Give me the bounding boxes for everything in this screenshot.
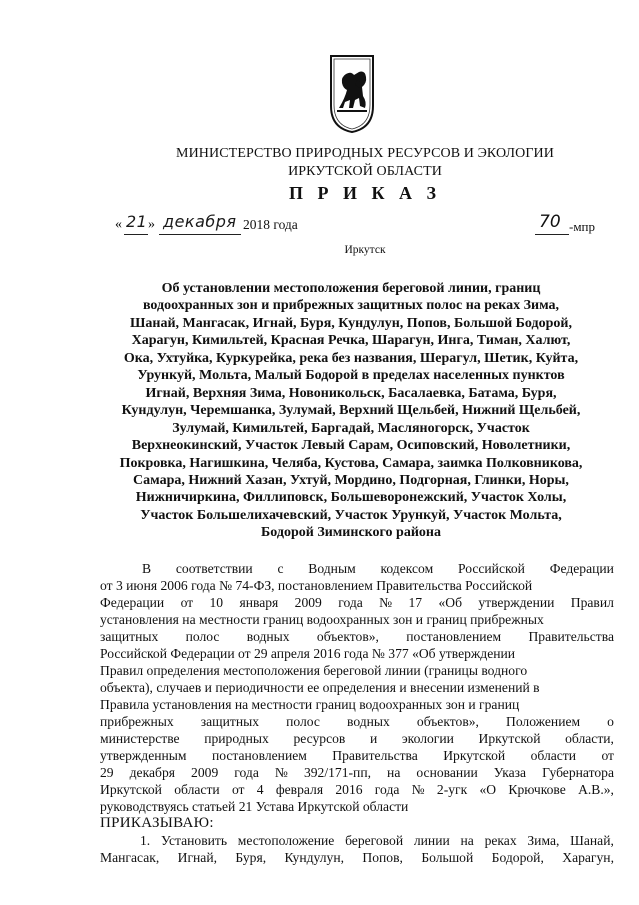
body-word: №: [379, 595, 393, 610]
body-word: Крючкове: [508, 782, 566, 797]
body-line: [100, 832, 614, 849]
body-word: 1.: [140, 833, 151, 848]
body-word: А.В.»,: [578, 782, 614, 797]
body-word: области: [174, 782, 220, 797]
body-word: прибрежных: [100, 714, 174, 729]
order-number-suffix: -мпр: [569, 219, 596, 234]
body-line: [100, 679, 614, 696]
title-line: Урункуй, Мольта, Малый Бодорой в пределах населенных пунктов: [137, 368, 565, 384]
day-underline: [124, 234, 148, 235]
body-word: Правил определения местоположения береговой линии (границы водного: [100, 663, 528, 678]
title-line: Ока, Ухтуйка, Куркурейка, река без названия, Шерагул, Шетик, Куйта,: [123, 350, 579, 366]
body-word: руководствуясь статьей 21 Устава Иркутской области: [100, 799, 409, 814]
title-line: водоохранных зон и прибрежных защитных полос на реках Зима,: [142, 298, 560, 314]
body-word: Правила установления на местности границ водоохранных зон и границ: [100, 697, 520, 712]
body-word: Иркутской: [443, 748, 506, 763]
body-word: министерстве: [100, 731, 180, 746]
body-word: водных: [246, 629, 290, 644]
body-line: [100, 764, 614, 781]
order-number-handwritten: 70: [539, 212, 561, 232]
body-word: декабря: [129, 765, 175, 780]
body-word: Зима,: [527, 833, 560, 848]
date-day-handwritten: 21: [126, 212, 148, 231]
body-word: 2009: [294, 595, 322, 610]
ministry-name-line2: ИРКУТСКОЙ ОБЛАСТИ: [288, 164, 442, 179]
title-line: Шанай, Мангасак, Игнай, Буря, Кундулун, Попов, Большой Бодорой,: [130, 315, 572, 331]
body-word: Мангасак,: [100, 850, 160, 865]
body-word: местоположение: [237, 833, 335, 848]
month-underline: [159, 234, 241, 235]
body-word: «Об: [438, 595, 462, 610]
body-word: реках: [484, 833, 517, 848]
body-word: 29: [100, 765, 114, 780]
irkutsk-coat-of-arms-icon: [329, 50, 375, 134]
body-line: [100, 730, 614, 747]
body-word: полос: [185, 629, 220, 644]
body-word: Иркутской: [478, 731, 541, 746]
body-word: береговой: [345, 833, 404, 848]
body-line: [100, 747, 614, 764]
ministry-name-line1: МИНИСТЕРСТВО ПРИРОДНЫХ РЕСУРСОВ И ЭКОЛОГИИ: [176, 146, 554, 161]
body-line: [100, 696, 614, 713]
title-line: Кундулун, Черемшанка, Зулумай, Верхний Щельбей, Нижний Щельбей,: [121, 403, 581, 419]
title-line: Бодорой Зиминского района: [261, 525, 441, 541]
body-word: кодексом: [380, 561, 434, 576]
body-word: области,: [565, 731, 614, 746]
body-word: года: [234, 765, 259, 780]
date-open-quote: «: [115, 217, 122, 232]
title-line: Самара, Нижний Хазан, Ухтуй, Мордино, Подгорная, Глинки, Норы,: [133, 472, 569, 488]
body-word: защитных: [100, 629, 159, 644]
title-line: Участок Большелихачевский, Участок Урункуй, Участок Мольта,: [140, 507, 562, 523]
body-word: Буря,: [235, 850, 267, 865]
title-line: Нижничиркина, Филлиповск, Большеворонежский, Участок Холы,: [135, 490, 567, 506]
body-word: утвержденным: [100, 748, 187, 763]
body-word: №: [411, 782, 425, 797]
body-word: объекта), случаев и периодичности ее определения и внесении изменений в: [100, 680, 540, 695]
body-word: года: [374, 782, 400, 797]
body-line: [100, 645, 614, 662]
title-line: Об установлении местоположения береговой линии, границ: [161, 281, 541, 296]
body-word: полос: [286, 714, 320, 729]
body-word: линии: [413, 833, 450, 848]
body-word: Большой: [421, 850, 474, 865]
body-word: и: [369, 731, 378, 746]
body-word: 17: [408, 595, 423, 610]
body-word: 392/171-пп,: [303, 765, 371, 780]
body-line: [100, 713, 614, 730]
order-date-row: [115, 212, 615, 239]
body-word: Федерации: [100, 595, 165, 610]
date-month-handwritten: декабря: [163, 212, 237, 231]
body-word: объектов»,: [416, 714, 479, 729]
body-word: основании: [416, 765, 478, 780]
date-close-quote: »: [148, 217, 155, 232]
body-word: объектов»,: [316, 629, 379, 644]
body-word: от: [231, 782, 245, 797]
body-word: от 3 июня 2006 года № 74-ФЗ, постановлением Правительства Российской: [100, 578, 533, 593]
body-word: экологии: [401, 731, 454, 746]
title-line: Игнай, Верхняя Зима, Новоникольск, Басалаевка, Батама, Буря,: [145, 385, 557, 401]
body-line: [100, 798, 614, 815]
body-word: с: [277, 561, 284, 576]
body-word: Игнай,: [177, 850, 218, 865]
body-word: от: [601, 748, 614, 763]
body-word: Шанай,: [570, 833, 614, 848]
body-word: 10: [209, 595, 224, 610]
title-line: Покровка, Нагишкина, Челяба, Кустова, Самара, заимка Полковникова,: [119, 455, 583, 471]
body-line: [100, 560, 614, 577]
body-line: [100, 849, 614, 866]
body-word: Губернатора: [542, 765, 614, 780]
body-line: [100, 628, 614, 645]
body-word: соответствии: [175, 561, 253, 576]
body-word: защитных: [200, 714, 260, 729]
body-line: [100, 815, 614, 832]
body-line: [100, 594, 614, 611]
body-word: января: [239, 595, 279, 610]
body-word: 2-угк: [436, 782, 468, 797]
body-word: Указа: [493, 765, 527, 780]
body-word: на: [387, 765, 401, 780]
body-line: [100, 577, 614, 594]
body-word: установления на местности границ водоохранных зон и границ прибрежных: [100, 612, 544, 627]
body-word: Установить: [160, 833, 228, 848]
body-word: на: [460, 833, 474, 848]
body-word: №: [274, 765, 288, 780]
order-number-underline: [535, 234, 569, 235]
body-word: от: [180, 595, 194, 610]
body-word: 4: [256, 782, 264, 797]
body-word: Правительства: [528, 629, 614, 644]
body-word: 2016: [335, 782, 363, 797]
body-word: природных: [204, 731, 269, 746]
order-subject-title: [95, 280, 607, 542]
title-line: Харагун, Кимильтей, Красная Речка, Шарагун, Инга, Тиман, Халют,: [131, 333, 571, 349]
body-word: В: [142, 561, 152, 576]
body-word: водных: [347, 714, 390, 729]
body-word: Бодорой,: [491, 850, 544, 865]
order-title: П Р И К А З: [288, 183, 442, 203]
body-line: [100, 781, 614, 798]
body-word: Иркутской: [100, 782, 162, 797]
body-line: [100, 611, 614, 628]
body-word: 2009: [191, 765, 219, 780]
body-word: Харагун,: [562, 850, 614, 865]
body-word: «О: [479, 782, 497, 797]
body-word: Российской Федерации от 29 апреля 2016 года № 377 «Об утверждении: [100, 646, 516, 661]
body-word: ПРИКАЗЫВАЮ:: [100, 815, 214, 831]
body-word: Российской: [457, 561, 525, 576]
body-word: утверждении: [478, 595, 555, 610]
body-word: постановлением: [211, 748, 307, 763]
title-line: Зулумай, Кимильтей, Баргадай, Масляногорск, Участок: [172, 420, 530, 436]
date-year: 2018 года: [243, 217, 298, 232]
city-name: Иркутск: [344, 244, 386, 256]
body-word: Правил: [570, 595, 614, 610]
body-word: постановлением: [406, 629, 502, 644]
body-word: Кундулун,: [284, 850, 345, 865]
body-word: Водным: [308, 561, 356, 576]
body-word: Федерации: [549, 561, 614, 576]
title-line: Верхнеокинский, Участок Левый Сарам, Осиповский, Новолетники,: [131, 438, 571, 454]
body-word: о: [607, 714, 614, 729]
body-word: Положением: [506, 714, 581, 729]
body-word: Попов,: [362, 850, 403, 865]
order-body-text: [100, 560, 614, 866]
body-word: ресурсов: [293, 731, 346, 746]
body-word: области: [530, 748, 577, 763]
body-word: Правительства: [332, 748, 418, 763]
body-word: года: [338, 595, 363, 610]
body-word: февраля: [275, 782, 324, 797]
body-line: [100, 662, 614, 679]
